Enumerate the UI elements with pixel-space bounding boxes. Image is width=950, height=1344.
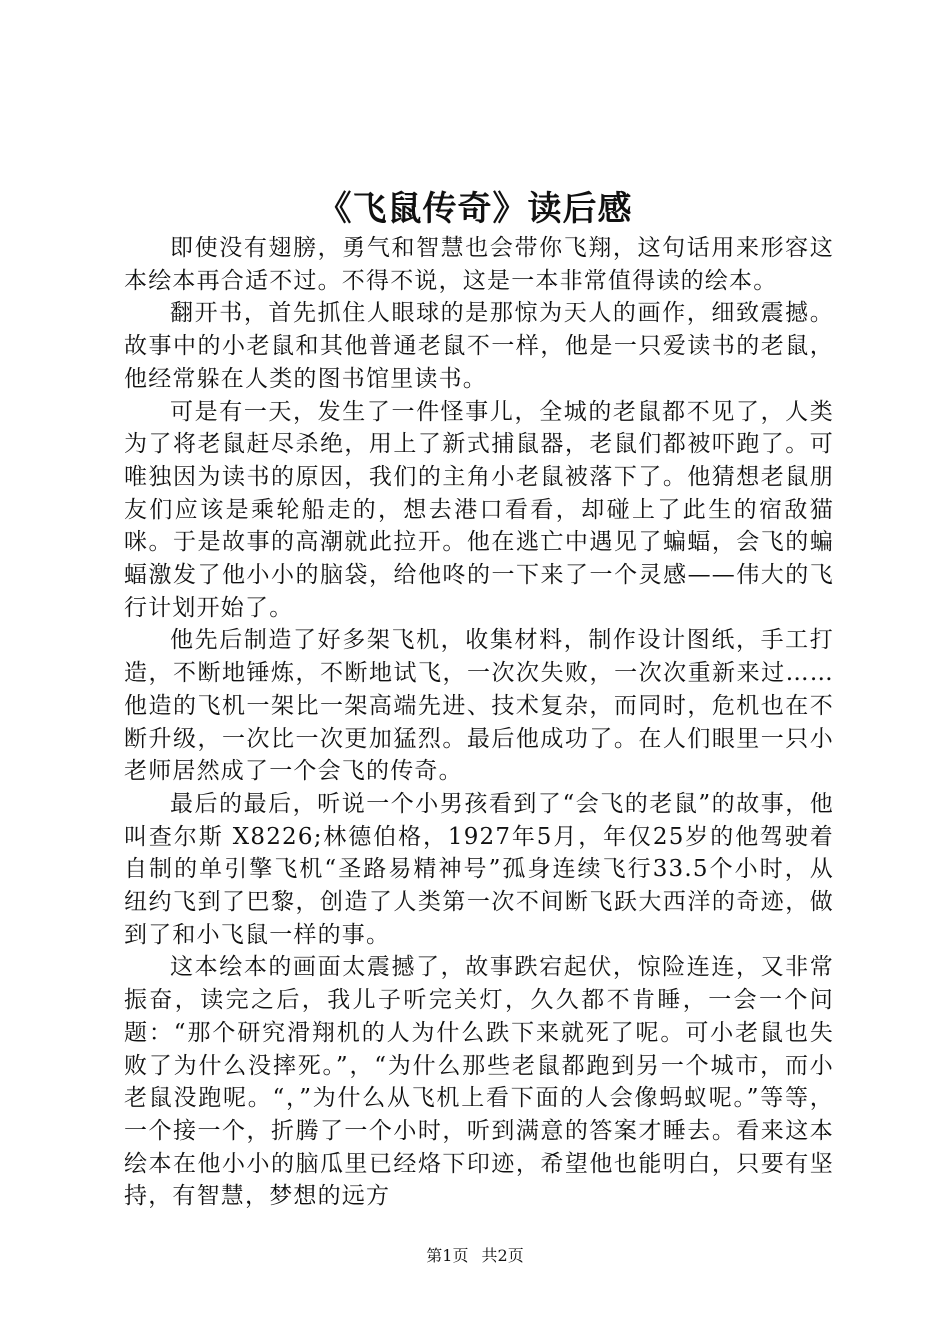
document-title: 《飞鼠传奇》读后感: [317, 189, 633, 229]
page-number: 第1页: [426, 1246, 469, 1265]
paragraph: 翻开书，首先抓住人眼球的是那惊为天人的画作，细致震撼。故事中的小老鼠和其他普通老鼠不一样，他是一只爱读书的老鼠，他经常躲在人类的图书馆里读书。: [124, 300, 834, 392]
paragraph: 他先后制造了好多架飞机，收集材料，制作设计图纸，手工打造，不断地锤炼，不断地试飞，一次次失败，一次次重新来过……他造的飞机一架比一架高端先进、技术复杂，而同时，危机也在不断升级，一次比一次更加猛烈。最后他成功了。在人们眼里一只小老师居然成了一个会飞的传奇。: [124, 627, 834, 785]
paragraph: 可是有一天，发生了一件怪事儿，全城的老鼠都不见了，人类为了将老鼠赶尽杀绝，用上了新式捕鼠器，老鼠们都被吓跑了。可唯独因为读书的原因，我们的主角小老鼠被落下了。他猜想老鼠朋友们应该是乘轮船走的，想去港口看看，却碰上了此生的宿敌猫咪。于是故事的高潮就此拉开。他在逃亡中遇见了蝙蝠，会飞的蝙蝠激发了他小小的脑袋，给他咚的一下来了一个灵感——伟大的飞行计划开始了。: [124, 398, 834, 621]
document-body: [124, 232, 834, 1213]
paragraph: 这本绘本的画面太震撼了，故事跌宕起伏，惊险连连，又非常振奋，读完之后，我儿子听完关灯，久久都不肯睡，一会一个问题：“那个研究滑翔机的人为什么跌下来就死了呢。可小老鼠也失败了为什么没摔死。”，“为什么那些老鼠都跑到另一个城市，而小老鼠没跑呢。“，”为什么从飞机上看下面的人会像蚂蚁呢。”等等，一个接一个，折腾了一个小时，听到满意的答案才睡去。看来这本绘本在他小小的脑瓜里已经烙下印迹，希望他也能明白，只要有坚持，有智慧，梦想的远方: [124, 954, 834, 1210]
paragraph: 最后的最后，听说一个小男孩看到了“会飞的老鼠”的故事，他叫查尔斯 X8226;林德伯格，1927年5月，年仅25岁的他驾驶着自制的单引擎飞机“圣路易精神号”孤身连续飞行33.5个小时，从纽约飞到了巴黎，创造了人类第一次不间断飞跃大西洋的奇迹，做到了和小飞鼠一样的事。: [124, 790, 834, 948]
page-total: 共2页: [481, 1246, 524, 1265]
page-footer: [0, 1245, 950, 1267]
paragraph: 即使没有翅膀，勇气和智慧也会带你飞翔，这句话用来形容这本绘本再合适不过。不得不说，这是一本非常值得读的绘本。: [124, 235, 834, 294]
